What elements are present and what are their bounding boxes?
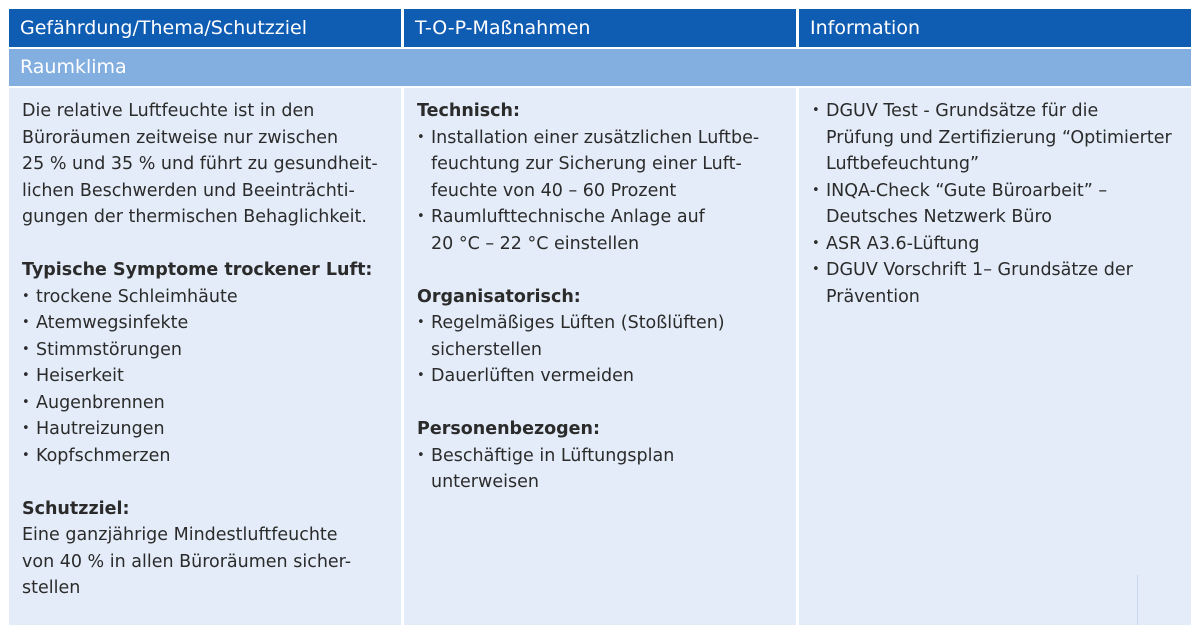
organisational-item <box>417 310 786 363</box>
item-line: Prävention <box>826 286 920 307</box>
protection-goal-text <box>22 522 391 602</box>
organisational-heading: Organisatorisch: <box>417 286 581 307</box>
hazard-cell <box>9 88 401 625</box>
protection-goal-heading: Schutzziel: <box>22 498 130 519</box>
item-line: • Raumlufttechnische Anlage auf <box>431 207 705 227</box>
symptom-item: • Augenbrennen <box>22 390 391 417</box>
description-line: Büroräumen zeitweise nur zwischen <box>22 127 339 148</box>
information-item <box>812 231 1181 258</box>
item-line: • ASR A3.6-Lüftung <box>826 233 980 254</box>
symptom-item: • Atemwegsinfekte <box>22 310 391 337</box>
symptom-item: • trockene Schleimhäute <box>22 284 391 311</box>
goal-line: von 40 % in allen Büroräumen sicher- <box>22 551 352 572</box>
symptoms-heading: Typische Symptome trockener Luft: <box>22 260 373 280</box>
item-line: Luftbefeuchtung” <box>826 154 980 174</box>
organisational-item <box>417 363 786 390</box>
symptom-item: • Heiserkeit <box>22 363 391 390</box>
item-line: 20 °C – 22 °C einstellen <box>431 233 640 254</box>
description-line: Die relative Luftfeuchte ist in den <box>22 101 315 121</box>
item-line: Deutsches Netzwerk Büro <box>826 207 1052 227</box>
personal-heading: Personenbezogen: <box>417 419 601 439</box>
divider-line <box>1137 575 1138 625</box>
technical-list <box>417 125 786 258</box>
symptom-item: • Hautreizungen <box>22 416 391 443</box>
header-hazard-topic-goal: Gefährdung/Thema/Schutzziel <box>9 9 401 47</box>
measures-cell <box>404 88 796 625</box>
measures-table <box>9 9 1191 625</box>
header-top-measures: T-O-P-Maßnahmen <box>404 9 796 47</box>
technical-heading: Technisch: <box>417 101 521 121</box>
item-line: feuchtung zur Sicherung einer Luft- <box>431 154 742 174</box>
header-information: Information <box>799 9 1191 47</box>
information-list <box>812 98 1181 310</box>
symptoms-list <box>22 284 391 470</box>
item-line: • DGUV Test - Grundsätze für die <box>826 101 1099 121</box>
goal-line: stellen <box>22 578 81 598</box>
information-cell <box>799 88 1191 625</box>
description-line: gungen der thermischen Behaglichkeit. <box>22 207 367 227</box>
item-line: • Installation einer zusätzlichen Luftbe- <box>431 127 760 148</box>
item-line: • Dauerlüften vermeiden <box>431 366 634 386</box>
item-line: • DGUV Vorschrift 1– Grundsätze der <box>826 260 1133 280</box>
organisational-list <box>417 310 786 390</box>
technical-item <box>417 125 786 205</box>
table-header-row <box>9 9 1191 47</box>
personal-list <box>417 443 786 496</box>
information-item <box>812 178 1181 231</box>
symptom-item: • Kopfschmerzen <box>22 443 391 470</box>
item-line: feuchte von 40 – 60 Prozent <box>431 180 677 201</box>
goal-line: Eine ganzjährige Mindestluftfeuchte <box>22 525 338 545</box>
information-item <box>812 257 1181 310</box>
item-line: • INQA-Check “Gute Büroarbeit” – <box>826 180 1108 201</box>
item-line: Prüfung und Zertifizierung “Optimierter <box>826 127 1172 148</box>
personal-item <box>417 443 786 496</box>
technical-item <box>417 204 786 257</box>
symptom-item: • Stimmstörungen <box>22 337 391 364</box>
item-line: sicherstellen <box>431 339 542 360</box>
section-title-raumklima: Raumklima <box>9 49 1191 86</box>
description-line: lichen Beschwerden und Beeinträchti- <box>22 180 355 201</box>
information-item <box>812 98 1181 178</box>
item-line: • Beschäftige in Lüftungsplan unterweisen <box>431 445 675 492</box>
item-line: • Regelmäßiges Lüften (Stoßlüften) <box>431 313 725 333</box>
description-line: 25 % und 35 % und führt zu gesundheit- <box>22 154 378 174</box>
hazard-description <box>22 98 391 231</box>
